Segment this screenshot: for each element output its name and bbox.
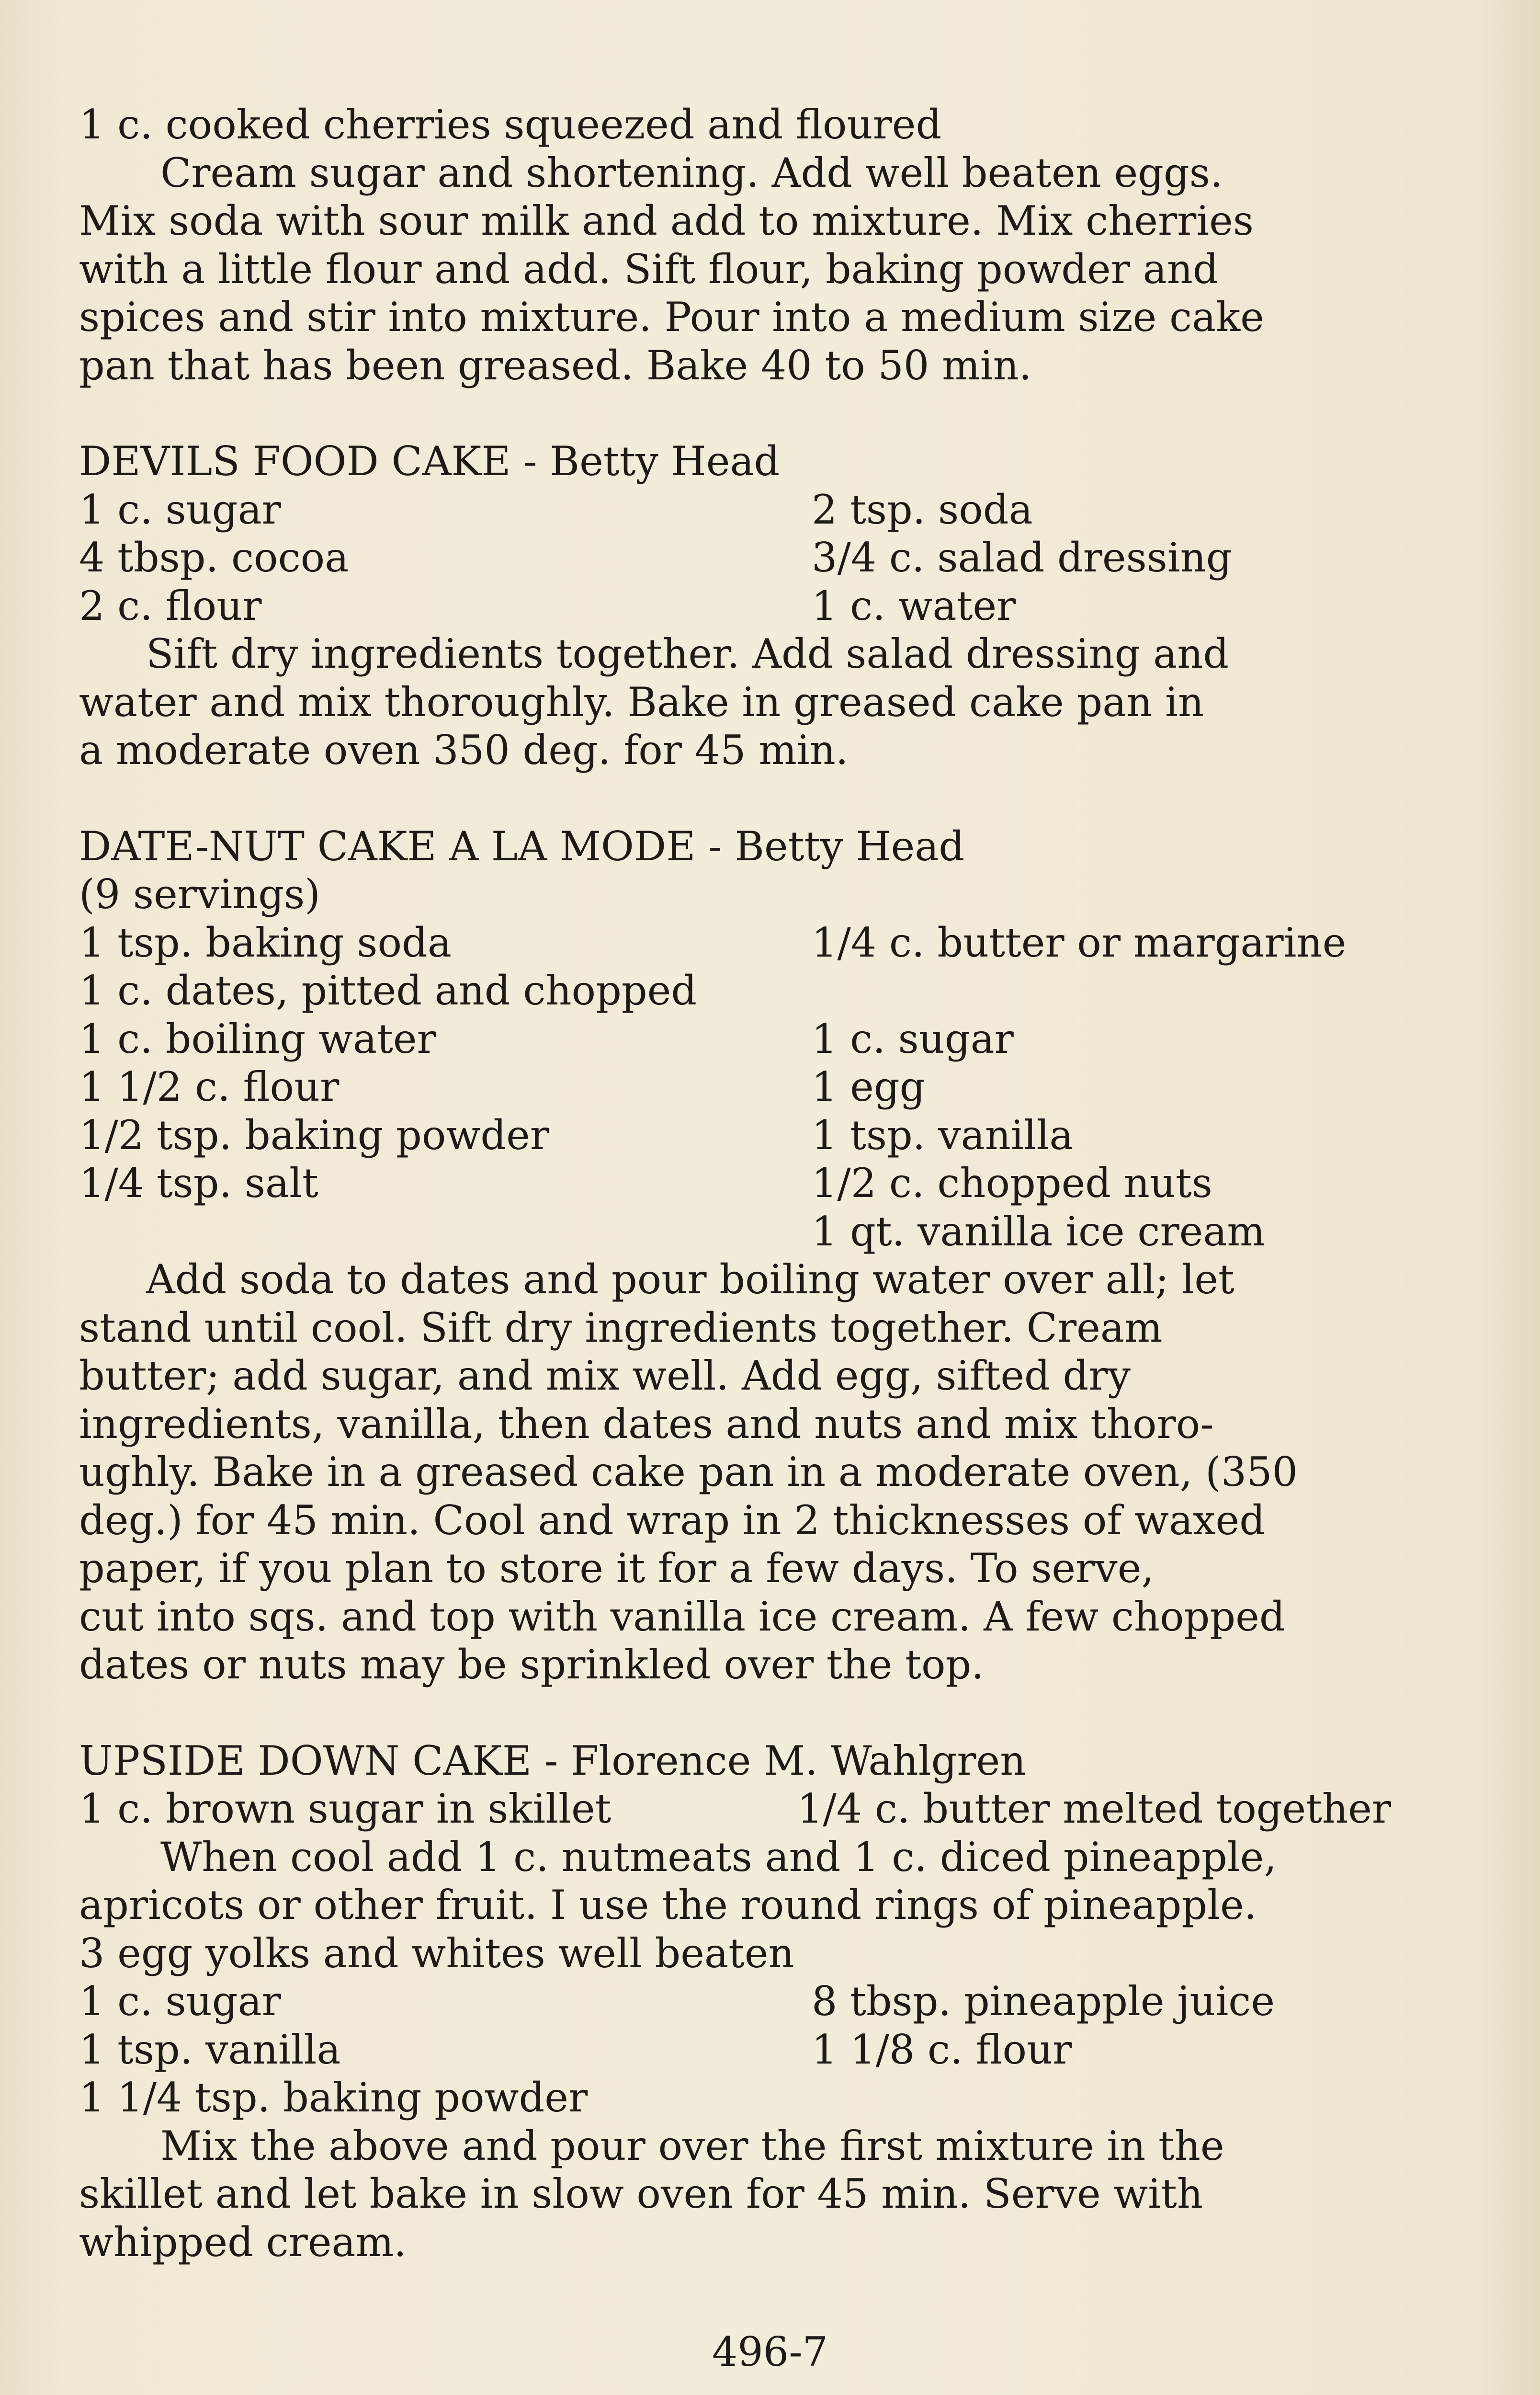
ingredient-left: 1 c. dates, pitted and chopped — [79, 967, 697, 1014]
direction-line: paper, if you plan to store it for a few days. To serve, — [79, 1545, 1155, 1592]
ingredient-left: 1 tsp. baking soda — [79, 919, 452, 966]
section-gap — [79, 775, 1516, 822]
intro-direction-line: Mix soda with sour milk and add to mixture. Mix cherries — [79, 197, 1254, 244]
ingredient-row — [79, 1977, 1516, 2026]
direction-line: cut into sqs. and top with vanilla ice cream. A few chopped — [79, 1593, 1285, 1640]
ingredient-left: 1 tsp. vanilla — [79, 2026, 341, 2073]
ingredient-right: 1 egg — [812, 1063, 926, 1110]
ingredient-row — [79, 1111, 1516, 1160]
direction-line: stand until cool. Sift dry ingredients together. Cream — [79, 1304, 1163, 1351]
ingredient-right: 2 tsp. soda — [812, 486, 1033, 533]
direction-line: a moderate oven 350 deg. for 45 min. — [79, 727, 849, 774]
direction-line: whipped cream. — [79, 2218, 407, 2266]
direction-line: 3 egg yolks and whites well beaten — [79, 1929, 794, 1977]
ingredient-row — [79, 1785, 1516, 1833]
page-number: 496-7 — [712, 2328, 828, 2375]
recipe-title-devils-food-cake: DEVILS FOOD CAKE - Betty Head — [79, 438, 780, 485]
ingredient-right: 1 qt. vanilla ice cream — [812, 1208, 1266, 1255]
ingredient-row — [79, 486, 1516, 534]
direction-line: butter; add sugar, and mix well. Add egg, sifted dry — [79, 1352, 1131, 1399]
recipe-title-date-nut-cake: DATE-NUT CAKE A LA MODE - Betty Head — [79, 822, 965, 870]
direction-line: When cool add 1 c. nutmeats and 1 c. diced pineapple, — [160, 1833, 1277, 1881]
ingredient-row — [79, 1015, 1516, 1063]
ingredient-left: 2 c. flour — [79, 582, 262, 629]
intro-direction-line: spices and stir into mixture. Pour into a medium size cake — [79, 294, 1264, 341]
intro-direction-line: with a little flour and add. Sift flour, baking powder and — [79, 245, 1219, 293]
page-content — [79, 101, 1516, 2266]
direction-line: Sift dry ingredients together. Add salad dressing and — [146, 630, 1229, 677]
ingredient-left: 1 c. boiling water — [79, 1015, 436, 1062]
ingredient-right: 8 tbsp. pineapple juice — [812, 1978, 1275, 2025]
ingredient-row — [79, 919, 1516, 967]
ingredient-row — [79, 534, 1516, 582]
direction-line: ingredients, vanilla, then dates and nuts and mix thoro- — [79, 1400, 1214, 1448]
recipe-title-upside-down-cake: UPSIDE DOWN CAKE - Florence M. Wahlgren — [79, 1737, 1026, 1784]
direction-line: ughly. Bake in a greased cake pan in a moderate oven, (350 — [79, 1448, 1298, 1495]
ingredient-left: 1 c. sugar — [79, 486, 281, 533]
ingredient-right: 1/2 c. chopped nuts — [812, 1160, 1212, 1207]
ingredient-right: 1 1/8 c. flour — [812, 2026, 1072, 2073]
intro-direction-line: pan that has been greased. Bake 40 to 50 min. — [79, 342, 1032, 389]
ingredient-right: 1 c. water — [812, 582, 1016, 629]
intro-direction-line: Cream sugar and shortening. Add well beaten eggs. — [160, 149, 1223, 196]
ingredient-left: 1 c. brown sugar in skillet — [79, 1785, 611, 1832]
ingredient-right: 1/4 c. butter or margarine — [812, 919, 1347, 966]
ingredient-left: 4 tbsp. cocoa — [79, 534, 349, 581]
direction-line: water and mix thoroughly. Bake in greased cake pan in — [79, 678, 1204, 726]
ingredient-row — [79, 2074, 1516, 2122]
ingredient-left: 1 1/2 c. flour — [79, 1063, 340, 1110]
ingredient-row — [79, 2026, 1516, 2074]
direction-line: Mix the above and pour over the first mixture in the — [160, 2122, 1224, 2169]
servings-note: (9 servings) — [79, 871, 320, 918]
ingredient-right: 3/4 c. salad dressing — [812, 534, 1232, 581]
ingredient-row — [79, 1063, 1516, 1111]
ingredient-left: 1 1/4 tsp. baking powder — [79, 2074, 588, 2121]
ingredient-left: 1 c. sugar — [79, 1978, 281, 2025]
ingredient-row — [79, 1208, 1516, 1256]
ingredient-right: 1/4 c. butter melted together — [797, 1785, 1391, 1832]
ingredient-row — [79, 582, 1516, 630]
section-gap — [79, 389, 1516, 437]
direction-line: skillet and let bake in slow oven for 45 min. Serve with — [79, 2170, 1203, 2217]
ingredient-left: 1/2 tsp. baking powder — [79, 1111, 549, 1159]
ingredient-row — [79, 1159, 1516, 1208]
ingredient-right: 1 tsp. vanilla — [812, 1111, 1074, 1159]
direction-line: apricots or other fruit. I use the round rings of pineapple. — [79, 1882, 1257, 1928]
intro-ingredient-line: 1 c. cooked cherries squeezed and floured — [79, 101, 942, 148]
direction-line: dates or nuts may be sprinkled over the top. — [79, 1641, 984, 1688]
ingredient-left — [79, 1208, 812, 1256]
ingredient-left: 1/4 tsp. salt — [79, 1160, 318, 1207]
ingredient-row — [79, 967, 1516, 1015]
direction-line: Add soda to dates and pour boiling water over all; let — [146, 1256, 1234, 1303]
section-gap — [79, 1689, 1516, 1737]
ingredient-right: 1 c. sugar — [812, 1015, 1014, 1062]
direction-line: deg.) for 45 min. Cool and wrap in 2 thicknesses of waxed — [79, 1496, 1266, 1544]
